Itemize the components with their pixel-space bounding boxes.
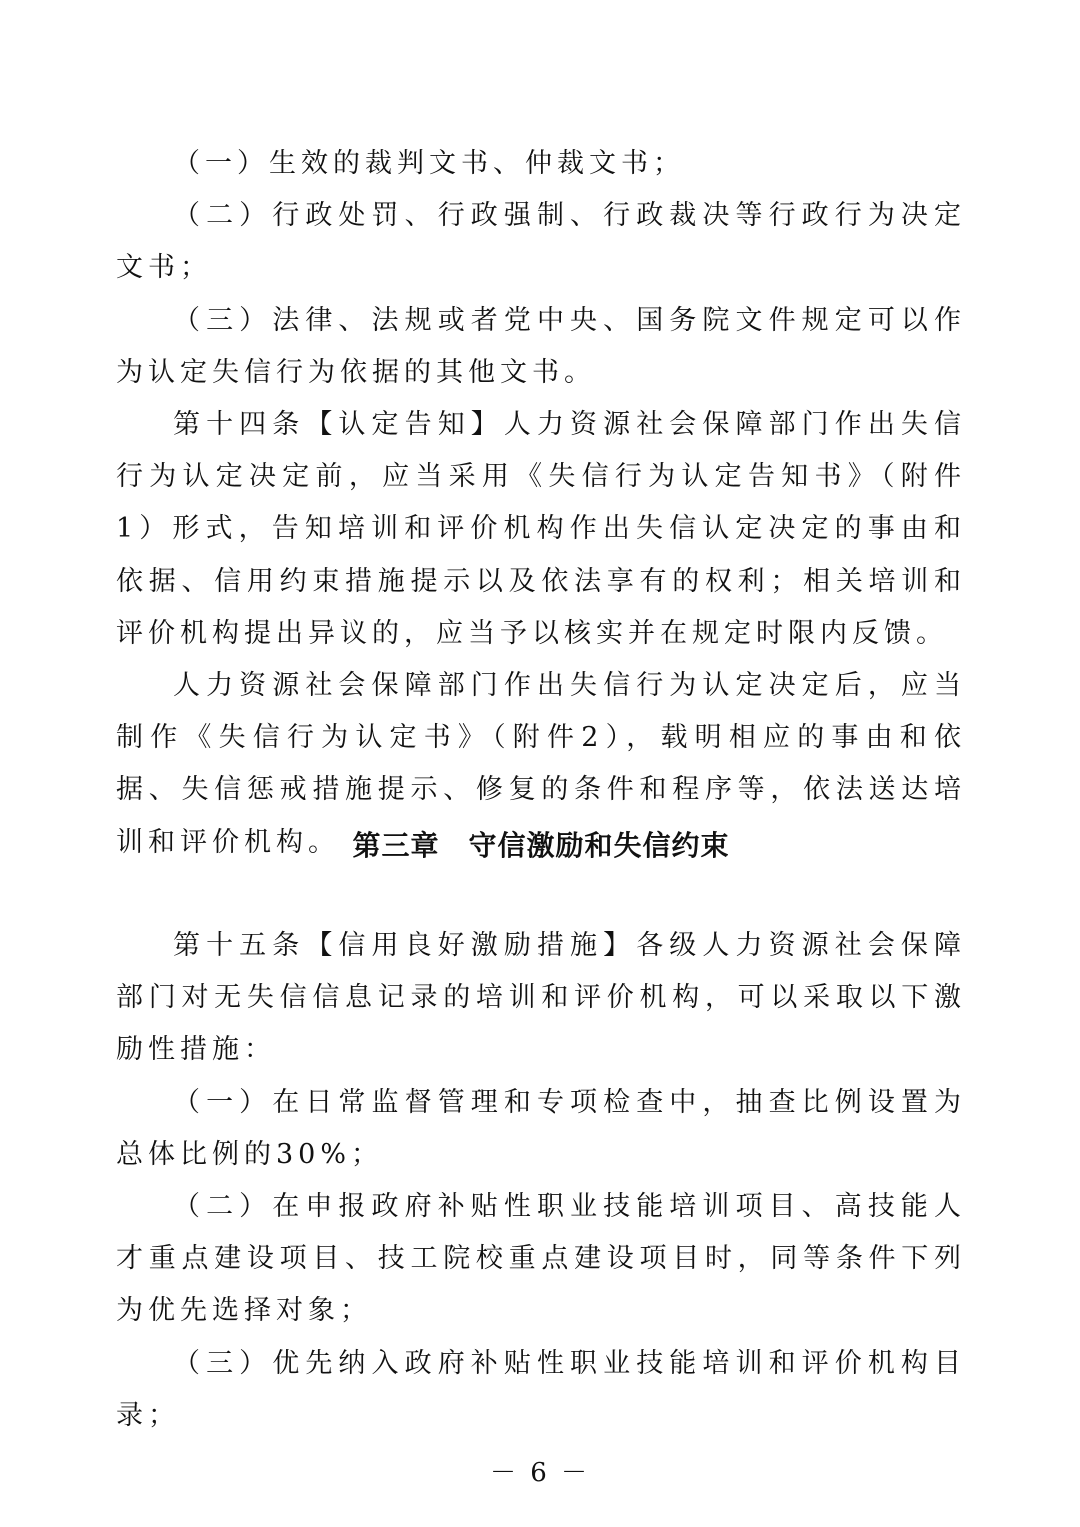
lower-text-block bbox=[116, 920, 966, 1442]
paragraph-measure-3: （三）优先纳入政府补贴性职业技能培训和评价机构目录； bbox=[116, 1347, 966, 1431]
paragraph-item-1: （一）生效的裁判文书、仲裁文书； bbox=[173, 148, 685, 179]
paragraph-article-14-cont: 人力资源社会保障部门作出失信行为认定决定后，应当制作《失信行为认定书》（附件2），载明相应的事由和依据、失信惩戒措施提示、修复的条件和程序等，依法送达培训和评价机构。 bbox=[116, 670, 966, 858]
paragraph-measure-1: （一）在日常监督管理和专项检查中，抽查比例设置为总体比例的30%； bbox=[116, 1086, 966, 1170]
page-number: － 6 － bbox=[489, 1458, 591, 1488]
paragraph-item-2: （二）行政处罚、行政强制、行政裁决等行政行为决定文书； bbox=[116, 200, 966, 284]
paragraph-article-15: 第十五条【信用良好激励措施】各级人力资源社会保障部门对无失信信息记录的培训和评价机构，可以采取以下激励性措施： bbox=[116, 930, 966, 1066]
chapter-heading: 第三章 守信激励和失信约束 bbox=[352, 829, 730, 862]
paragraph-measure-2: （二）在申报政府补贴性职业技能培训项目、高技能人才重点建设项目、技工院校重点建设项目时，同等条件下列为优先选择对象； bbox=[116, 1191, 966, 1327]
upper-text-block bbox=[116, 138, 966, 869]
paragraph-article-14: 第十四条【认定告知】人力资源社会保障部门作出失信行为认定决定前，应当采用《失信行为认定告知书》（附件1）形式，告知培训和评价机构作出失信认定决定的事由和依据、信用约束措施提示以及依法享有的权利；相关培训和评价机构提出异议的，应当予以核实并在规定时限内反馈。 bbox=[116, 409, 966, 649]
paragraph-item-3: （三）法律、法规或者党中央、国务院文件规定可以作为认定失信行为依据的其他文书。 bbox=[116, 304, 966, 388]
